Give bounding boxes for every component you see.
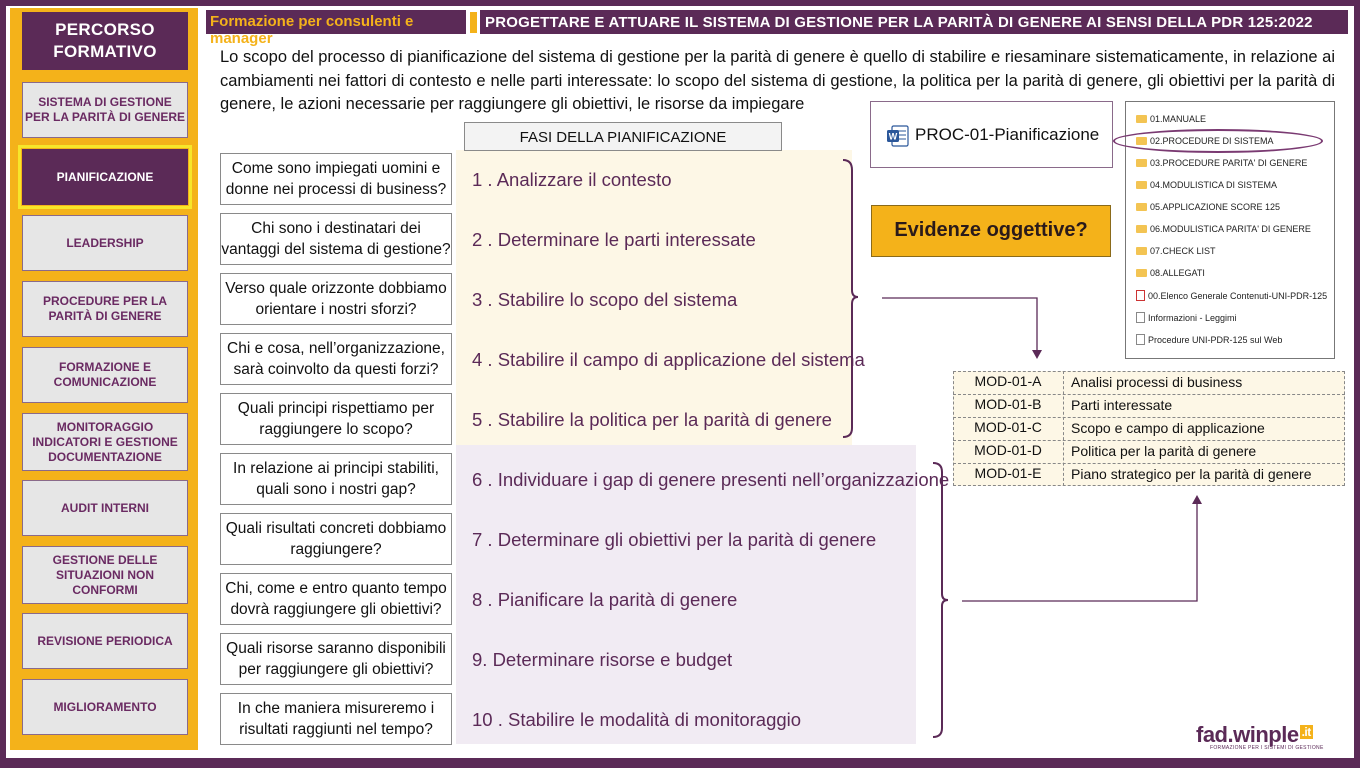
module-code: MOD-01-B xyxy=(974,396,1042,412)
sidebar-item-miglioramento[interactable]: MIGLIORAMENTO xyxy=(22,679,188,735)
logo-tagline: FORMAZIONE PER I SISTEMI DI GESTIONE xyxy=(1210,745,1324,751)
arrow-head-up xyxy=(1192,495,1202,504)
module-description: Analisi processi di business xyxy=(1071,374,1243,390)
folder-icon xyxy=(1136,181,1147,189)
table-row[interactable] xyxy=(953,463,1345,486)
arrow-head-down xyxy=(1032,350,1042,359)
question-box: Quali risultati concreti dobbiamo raggiungere? xyxy=(220,513,452,565)
folder-label: 04.MODULISTICA DI SISTEMA xyxy=(1150,180,1278,190)
phase-step: 6 . Individuare i gap di genere presenti nell’organizzazione xyxy=(472,469,950,490)
header-subtitle: Formazione per consulenti e manager xyxy=(206,10,466,34)
folder-label: 03.PROCEDURE PARITA' DI GENERE xyxy=(1150,158,1308,168)
sidebar-item-monitoraggio[interactable]: MONITORAGGIO INDICATORI E GESTIONE DOCUMENTAZIONE xyxy=(22,413,188,471)
folder-item[interactable] xyxy=(1136,268,1205,278)
phase-step: 2 . Determinare le parti interessate xyxy=(472,229,756,250)
file-label: 00.Elenco Generale Contenuti-UNI-PDR-125 xyxy=(1148,290,1328,301)
module-description: Parti interessate xyxy=(1071,397,1173,413)
sidebar-item-sistema-gestione[interactable]: SISTEMA DI GESTIONE PER LA PARITÀ DI GENERE xyxy=(22,82,188,138)
module-code: MOD-01-D xyxy=(974,442,1042,458)
module-code: MOD-01-A xyxy=(974,373,1042,389)
folder-label: 05.APPLICAZIONE SCORE 125 xyxy=(1150,202,1281,212)
sidebar-item-pianificazione[interactable]: PIANIFICAZIONE xyxy=(22,149,188,205)
folder-item[interactable] xyxy=(1136,246,1216,256)
phase-step: 1 . Analizzare il contesto xyxy=(472,169,672,190)
folder-icon xyxy=(1136,225,1147,233)
table-row[interactable] xyxy=(953,394,1345,417)
document-file-icon xyxy=(1136,312,1145,323)
module-description: Politica per la parità di genere xyxy=(1071,443,1257,459)
folder-item[interactable] xyxy=(1136,180,1277,190)
table-row[interactable] xyxy=(953,371,1345,394)
logo-tld: .it xyxy=(1301,725,1311,739)
module-description: Piano strategico per la parità di genere xyxy=(1071,466,1312,482)
phase-step: 8 . Pianificare la parità di genere xyxy=(472,589,738,610)
table-row[interactable] xyxy=(953,417,1345,440)
phase-step: 7 . Determinare gli obiettivi per la parità di genere xyxy=(472,529,877,550)
phase-step: 3 . Stabilire lo scopo del sistema xyxy=(472,289,738,310)
file-label: Procedure UNI-PDR-125 sul Web xyxy=(1148,334,1283,345)
question-box: In che maniera misureremo i risultati raggiunti nel tempo? xyxy=(220,693,452,745)
phase-step: 9. Determinare risorse e budget xyxy=(472,649,733,670)
logo-text: fad.winple xyxy=(1196,722,1299,747)
phase-step: 4 . Stabilire il campo di applicazione del sistema xyxy=(472,349,865,370)
arrow-to-modules xyxy=(882,298,1037,352)
sidebar-item-non-conformi[interactable]: GESTIONE DELLE SITUAZIONI NON CONFORMI xyxy=(22,546,188,604)
file-label: Informazioni - Leggimi xyxy=(1148,312,1237,323)
file-item[interactable] xyxy=(1136,334,1282,345)
sidebar-title: PERCORSO FORMATIVO xyxy=(22,12,188,70)
file-item[interactable] xyxy=(1136,312,1237,323)
question-box: Quali risorse saranno disponibili per raggiungere gli obiettivi? xyxy=(220,633,452,685)
word-document-icon xyxy=(886,124,910,148)
question-box: Quali principi rispettiamo per raggiungere lo scopo? xyxy=(220,393,452,445)
module-code: MOD-01-C xyxy=(974,419,1042,435)
folder-label: 06.MODULISTICA PARITA' DI GENERE xyxy=(1150,224,1311,234)
sidebar-item-revisione[interactable]: REVISIONE PERIODICA xyxy=(22,613,188,669)
sidebar-item-leadership[interactable]: LEADERSHIP xyxy=(22,215,188,271)
question-box: Come sono impiegati uomini e donne nei processi di business? xyxy=(220,153,452,205)
module-description: Scopo e campo di applicazione xyxy=(1071,420,1265,436)
folder-icon xyxy=(1136,115,1147,123)
folder-icon xyxy=(1136,269,1147,277)
folder-label: 01.MANUALE xyxy=(1150,114,1207,124)
procedure-file-name[interactable]: PROC-01-Pianificazione xyxy=(915,125,1100,144)
question-box: Chi sono i destinatari dei vantaggi del sistema di gestione? xyxy=(220,213,452,265)
folder-item[interactable] xyxy=(1136,114,1206,124)
phase-step: 5 . Stabilire la politica per la parità di genere xyxy=(472,409,832,430)
phase-step: 10 . Stabilire le modalità di monitoraggio xyxy=(472,709,802,730)
file-item[interactable] xyxy=(1136,290,1327,301)
folder-label: 08.ALLEGATI xyxy=(1150,268,1205,278)
folder-item[interactable] xyxy=(1136,158,1307,168)
folder-icon xyxy=(1136,159,1147,167)
bracket-group-1 xyxy=(843,160,858,437)
module-code: MOD-01-E xyxy=(974,465,1042,481)
question-box: Chi e cosa, nell’organizzazione, sarà coinvolto da questi forzi? xyxy=(220,333,452,385)
folder-item[interactable] xyxy=(1136,202,1280,212)
folder-item[interactable] xyxy=(1136,224,1311,234)
sidebar-item-procedure[interactable]: PROCEDURE PER LA PARITÀ DI GENERE xyxy=(22,281,188,337)
evidence-button[interactable]: Evidenze oggettive? xyxy=(871,205,1111,257)
folder-label: 02.PROCEDURE DI SISTEMA xyxy=(1150,136,1274,146)
folder-label: 07.CHECK LIST xyxy=(1150,246,1216,256)
question-box: In relazione ai principi stabiliti, quali sono i nostri gap? xyxy=(220,453,452,505)
bracket-group-2 xyxy=(933,463,948,737)
arrow-from-group-2 xyxy=(962,502,1197,601)
question-box: Chi, come e entro quanto tempo dovrà raggiungere gli obiettivi? xyxy=(220,573,452,625)
sidebar-item-formazione[interactable]: FORMAZIONE E COMUNICAZIONE xyxy=(22,347,188,403)
folder-icon xyxy=(1136,247,1147,255)
svg-text:W: W xyxy=(888,131,898,142)
sidebar-item-audit[interactable]: AUDIT INTERNI xyxy=(22,480,188,536)
intro-paragraph: Lo scopo del processo di pianificazione del sistema di gestione per la parità di genere è quello di stabilire e riesaminare sistematicamente, in relazione ai cambiamenti nei fattori di contesto e nelle parti interessate: lo scopo del sistema di gestione, la politica per la parità di genere, gli obiettivi per la parità di genere, le azioni necessarie per raggiungere gli obiettivi, le risorse da impiegare xyxy=(220,48,1335,113)
phases-heading: FASI DELLA PIANIFICAZIONE xyxy=(464,122,782,151)
header-title: PROGETTARE E ATTUARE IL SISTEMA DI GESTIONE PER LA PARITÀ DI GENERE AI SENSI DELLA PDR 125:2022 xyxy=(480,10,1348,34)
table-row[interactable] xyxy=(953,440,1345,463)
folder-icon xyxy=(1136,203,1147,211)
highlight-oval xyxy=(1113,129,1323,153)
web-shortcut-icon xyxy=(1136,334,1145,345)
pdf-file-icon xyxy=(1136,290,1145,301)
question-box: Verso quale orizzonte dobbiamo orientare i nostri sforzi? xyxy=(220,273,452,325)
